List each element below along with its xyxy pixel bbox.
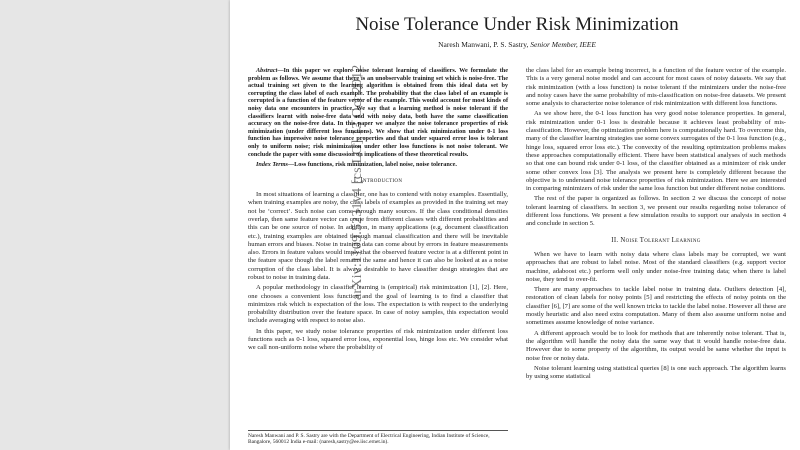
paper-authors: [230, 40, 800, 49]
author-names: Naresh Manwani, P. S. Sastry,: [438, 40, 529, 49]
paragraph: A popular methodology in classifier learning is (empirical) risk minimization [1], [2]. Here, one chooses a convenient loss function and the goal of learning is to find a classifier that minimizes risk which is expectation of the loss. The expectation is with respect to the underlying probability distribution over the feature space. In case of noisy samples, this expectation would include averaging with respect to noise also.: [248, 284, 508, 325]
arxiv-stamp: arXiv:1109.5231v4 [cs.LG] 13 Oct 2012: [350, 64, 365, 300]
footnote: Naresh Manwani and P. S. Sastry are with the Department of Electrical Engineering, Indian Institute of Science, Bangalore, 560012 India e-mail: (naresh,sastry@ee.iisc.ernet.in).: [248, 430, 508, 446]
index-terms-label: Index Terms: [256, 161, 288, 169]
section-heading-introduction: I. Introduction: [353, 176, 403, 184]
abstract-text: —In this paper we explore noise tolerant learning of classifiers. We formulate the problem as follows. We assume that there is an unobservable training set which is noise-free. The actual training set given to the learning algorithm is obtained from this ideal data set by corrupting the class label of each example. The probability that the class label of an example is corrupted is a function of the feature vector of the example. This would account for most kinds of noisy data one encounters in practice. We say that a learning method is noise tolerant if the classifiers learnt with noise-free data and with noisy data, both have the same classification accuracy on the noise-free data. In this paper we analyze the noise tolerance properties of risk minimization (under different loss functions). We show that risk minimization under 0-1 loss function has impressive noise tolerance properties and that under squared error loss is tolerant only to uniform noise; risk minimization under other loss functions is not noise tolerant. We conclude the paper with some discussion on implications of these theoretical results.: [248, 67, 508, 158]
abstract-label: Abstract: [256, 67, 278, 74]
index-terms: [248, 161, 508, 169]
paragraph: A different approach would be to look for methods that are inherently noise tolerant. That is, the algorithm will handle the noisy data the same way that it would handle noise-free data. However due to some property of the algorithm, its output would be same whether the input is noise free or noisy data.: [526, 329, 786, 362]
abstract: [248, 67, 508, 158]
paragraph: When we have to learn with noisy data where class labels may be corrupted, we want approaches that are robust to label noise. Most of the standard classifiers (e.g. support vector machine, adaboost etc.) perform well only under noise-free training data; when there is label noise, they tend to over-fit.: [526, 250, 786, 283]
index-terms-text: —Loss functions, risk minimization, label noise, noise tolerance.: [287, 161, 457, 169]
paragraph: There are many approaches to tackle label noise in training data. Outliers detection [4], restoration of clean labels for noisy points [5] and restricting the effects of noisy points on the classifier [6], [7] are some of the well known tricks to tackle the label noise. However all these are mostly heuristic and also need extra computation. Many of them also assume uniform noise and sometimes assume knowledge of noise variance.: [526, 286, 786, 327]
paragraph: the class label for an example being incorrect, is a function of the feature vector of the example. This is a very general noise model and can account for most cases of noisy datasets. We say that risk minimization (with a loss function) is noise tolerant if the minimizers under the noise-free and noisy cases have the same probability of mis-classification on noise-free datasets. We present some analysis to characterize noise tolerance of risk minimization with different loss functions.: [526, 67, 786, 108]
paragraph: As we show here, the 0-1 loss function has very good noise tolerance properties. In general, risk minimization under 0-1 loss is desirable because it achieves least probability of mis-classification. However, the optimization problem here is computationally hard. To overcome this, many of the classifier learning strategies use some convex surrogates of the 0-1 loss function (e.g., hinge loss, squared error loss etc.). The convexity of the resulting optimization problems makes these approaches computationally efficient. There have been statistical analyses of such methods so that one can bound risk under 0-1 loss, of the classifier obtained as a minimizer of risk under some other convex loss [3]. The analysis we present here is completely different because the objective is to understand noise tolerance properties of risk minimization. Here we are interested in comparing minimizers of risk under the same loss function but under different noise conditions.: [526, 110, 787, 193]
paragraph: The rest of the paper is organized as follows. In section 2 we discuss the concept of noise tolerant learning of classifiers. In section 3, we present our results regarding noise tolerance of different loss functions. We present a few simulation results to support our analysis in section 4 and conclude in section 5.: [526, 195, 786, 228]
paper-title: Noise Tolerance Under Risk Minimization: [355, 14, 679, 35]
paper-page: [230, 0, 800, 450]
paragraph: In this paper, we study noise tolerance properties of risk minimization under different loss functions such as 0-1 loss, squared error loss, exponential loss, hinge loss etc. We consider what we call non-uniform noise where the probability of: [248, 327, 508, 352]
paragraph: In most situations of learning a classifier, one has to contend with noisy examples. Essentially, when training examples are noisy, the class labels of examples as provided in the training set may not be ‘correct’. Such noise can come through many sources. If the class conditional densities overlap, then same feature vector can come from different classes with different probabilities and this can be one source of noise. In addition, in many applications (e.g, document classification etc.), training examples are obtained through manual classification and there will be inevitable human errors and biases. Noise in training data can come about by errors in feature measurements also. Errors in feature values would imply that the observed feature vector is at a different point in the feature space though the label remains the same and hence it can also be looked at as a noise corruption of the class label. It is always desirable to have classifier design strategies that are robust to noise in training data.: [248, 191, 508, 281]
paragraph: Noise tolerant learning using statistical queries [8] is one such approach. The algorithm learns by using some statistical: [526, 364, 786, 381]
right-column: [526, 67, 786, 383]
author-role: Senior Member, IEEE: [530, 40, 596, 49]
section-heading-noise-tolerant-learning: II. Noise Tolerant Learning: [611, 236, 701, 244]
left-column: [248, 67, 508, 355]
